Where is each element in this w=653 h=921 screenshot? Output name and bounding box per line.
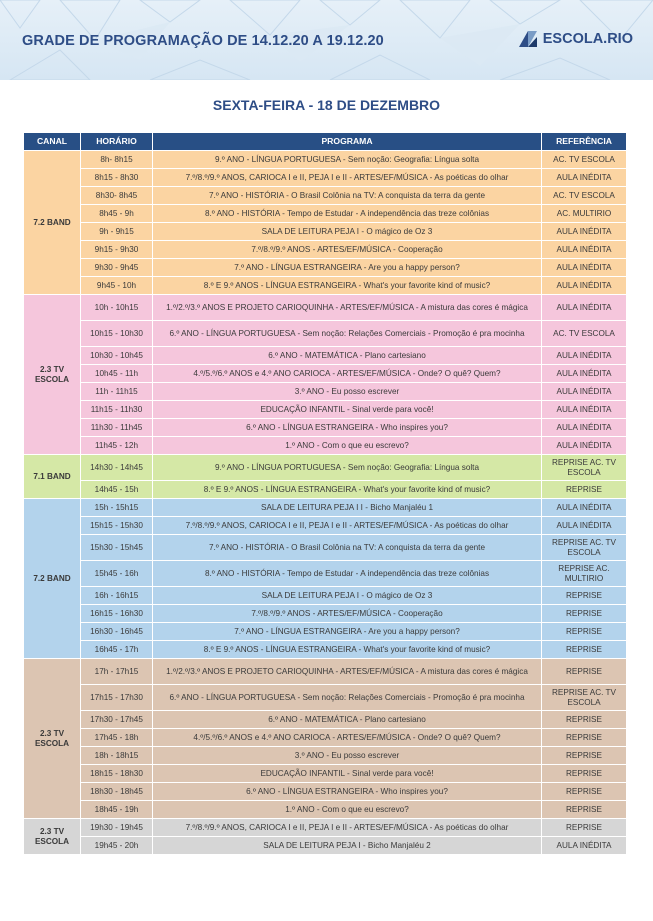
reference-cell: AC. TV ESCOLA xyxy=(542,187,627,205)
schedule-row xyxy=(24,169,627,187)
schedule-row xyxy=(24,535,627,561)
channel-cell: 7.2 BAND xyxy=(24,499,81,659)
schedule-row xyxy=(24,187,627,205)
time-cell: 15h15 - 15h30 xyxy=(81,517,153,535)
time-cell: 8h15 - 8h30 xyxy=(81,169,153,187)
time-cell: 10h45 - 11h xyxy=(81,365,153,383)
column-header-referencia: REFERÊNCIA xyxy=(542,133,627,151)
schedule-row xyxy=(24,729,627,747)
table-header-row xyxy=(24,133,627,151)
schedule-table xyxy=(23,132,627,855)
program-cell: 7.º/8.º/9.º ANOS, CARIOCA I e II, PEJA I e II - ARTES/EF/MÚSICA - As poéticas do olhar xyxy=(153,169,542,187)
day-title: SEXTA-FEIRA - 18 DE DEZEMBRO xyxy=(212,97,441,113)
program-cell: 3.º ANO - Eu posso escrever xyxy=(153,747,542,765)
program-cell: EDUCAÇÃO INFANTIL - Sinal verde para você! xyxy=(153,765,542,783)
time-cell: 9h30 - 9h45 xyxy=(81,259,153,277)
reference-cell: AULA INÉDITA xyxy=(542,295,627,321)
program-cell: SALA DE LEITURA PEJA I - O mágico de Oz 3 xyxy=(153,587,542,605)
schedule-row xyxy=(24,659,627,685)
program-cell: 8.º ANO - HISTÓRIA - Tempo de Estudar - A independência das treze colônias xyxy=(153,561,542,587)
schedule-row xyxy=(24,321,627,347)
program-cell: 7.º ANO - LÍNGUA ESTRANGEIRA - Are you a happy person? xyxy=(153,259,542,277)
time-cell: 17h15 - 17h30 xyxy=(81,685,153,711)
reference-cell: AC. TV ESCOLA xyxy=(542,151,627,169)
schedule-row xyxy=(24,711,627,729)
program-cell: SALA DE LEITURA PEJA I - Bicho Manjaléu 2 xyxy=(153,837,542,855)
program-cell: 8.º E 9.º ANOS - LÍNGUA ESTRANGEIRA - What's your favorite kind of music? xyxy=(153,641,542,659)
reference-cell: REPRISE xyxy=(542,641,627,659)
reference-cell: AULA INÉDITA xyxy=(542,837,627,855)
program-cell: 8.º E 9.º ANOS - LÍNGUA ESTRANGEIRA - What's your favorite kind of music? xyxy=(153,481,542,499)
time-cell: 11h30 - 11h45 xyxy=(81,419,153,437)
channel-cell: 2.3 TV ESCOLA xyxy=(24,295,81,455)
schedule-row xyxy=(24,587,627,605)
reference-cell: REPRISE xyxy=(542,659,627,685)
schedule-row xyxy=(24,605,627,623)
reference-cell: REPRISE xyxy=(542,819,627,837)
reference-cell: AULA INÉDITA xyxy=(542,499,627,517)
schedule-row xyxy=(24,205,627,223)
schedule-row xyxy=(24,837,627,855)
time-cell: 14h30 - 14h45 xyxy=(81,455,153,481)
program-cell: 7.º/8.º/9.º ANOS, CARIOCA I e II, PEJA I e II - ARTES/EF/MÚSICA - As poéticas do olhar xyxy=(153,819,542,837)
reference-cell: AULA INÉDITA xyxy=(542,365,627,383)
escola-rio-logo-icon xyxy=(519,31,537,47)
schedule-row xyxy=(24,401,627,419)
time-cell: 19h30 - 19h45 xyxy=(81,819,153,837)
schedule-body xyxy=(24,151,627,855)
column-header-canal: CANAL xyxy=(24,133,81,151)
time-cell: 15h - 15h15 xyxy=(81,499,153,517)
channel-cell: 2.3 TV ESCOLA xyxy=(24,659,81,819)
schedule-row xyxy=(24,151,627,169)
column-header-programa: PROGRAMA xyxy=(153,133,542,151)
time-cell: 15h30 - 15h45 xyxy=(81,535,153,561)
program-cell: 8.º ANO - HISTÓRIA - Tempo de Estudar - A independência das treze colônias xyxy=(153,205,542,223)
time-cell: 19h45 - 20h xyxy=(81,837,153,855)
schedule-row xyxy=(24,241,627,259)
brand-name: ESCOLA.RIO xyxy=(542,31,633,47)
program-cell: EDUCAÇÃO INFANTIL - Sinal verde para você! xyxy=(153,401,542,419)
program-cell: 7.º/8.º/9.º ANOS - ARTES/EF/MÚSICA - Cooperação xyxy=(153,605,542,623)
time-cell: 18h - 18h15 xyxy=(81,747,153,765)
column-header-horario: HORÁRIO xyxy=(81,133,153,151)
schedule-row xyxy=(24,383,627,401)
program-cell: 3.º ANO - Eu posso escrever xyxy=(153,383,542,401)
channel-cell: 7.1 BAND xyxy=(24,455,81,499)
schedule-row xyxy=(24,223,627,241)
reference-cell: REPRISE xyxy=(542,765,627,783)
time-cell: 10h - 10h15 xyxy=(81,295,153,321)
time-cell: 18h45 - 19h xyxy=(81,801,153,819)
time-cell: 10h15 - 10h30 xyxy=(81,321,153,347)
reference-cell: REPRISE AC. TV ESCOLA xyxy=(542,685,627,711)
time-cell: 15h45 - 16h xyxy=(81,561,153,587)
reference-cell: AULA INÉDITA xyxy=(542,347,627,365)
reference-cell: REPRISE xyxy=(542,747,627,765)
schedule-row xyxy=(24,499,627,517)
schedule-row xyxy=(24,419,627,437)
program-cell: 7.º/8.º/9.º ANOS, CARIOCA I e II, PEJA I e II - ARTES/EF/MÚSICA - As poéticas do olhar xyxy=(153,517,542,535)
schedule-row xyxy=(24,819,627,837)
reference-cell: AULA INÉDITA xyxy=(542,223,627,241)
program-cell: 7.º ANO - HISTÓRIA - O Brasil Colônia na TV: A conquista da terra da gente xyxy=(153,187,542,205)
schedule-row xyxy=(24,347,627,365)
reference-cell: AULA INÉDITA xyxy=(542,259,627,277)
reference-cell: REPRISE xyxy=(542,481,627,499)
schedule-row xyxy=(24,801,627,819)
program-cell: 6.º ANO - MATEMÁTICA - Plano cartesiano xyxy=(153,347,542,365)
reference-cell: AULA INÉDITA xyxy=(542,517,627,535)
program-cell: 7.º ANO - HISTÓRIA - O Brasil Colônia na TV: A conquista da terra da gente xyxy=(153,535,542,561)
reference-cell: REPRISE AC. TV ESCOLA xyxy=(542,535,627,561)
program-cell: 7.º ANO - LÍNGUA ESTRANGEIRA - Are you a happy person? xyxy=(153,623,542,641)
reference-cell: AULA INÉDITA xyxy=(542,169,627,187)
reference-cell: AULA INÉDITA xyxy=(542,419,627,437)
time-cell: 9h - 9h15 xyxy=(81,223,153,241)
time-cell: 10h30 - 10h45 xyxy=(81,347,153,365)
reference-cell: REPRISE xyxy=(542,729,627,747)
time-cell: 16h15 - 16h30 xyxy=(81,605,153,623)
program-cell: 6.º ANO - LÍNGUA PORTUGUESA - Sem noção: Relações Comerciais - Promoção é pra mocinha xyxy=(153,685,542,711)
schedule-row xyxy=(24,561,627,587)
schedule-row xyxy=(24,783,627,801)
program-cell: 8.º E 9.º ANOS - LÍNGUA ESTRANGEIRA - What's your favorite kind of music? xyxy=(153,277,542,295)
channel-cell: 2.3 TV ESCOLA xyxy=(24,819,81,855)
reference-cell: REPRISE xyxy=(542,711,627,729)
schedule-row xyxy=(24,365,627,383)
reference-cell: AC. TV ESCOLA xyxy=(542,321,627,347)
reference-cell: AC. MULTIRIO xyxy=(542,205,627,223)
schedule-row xyxy=(24,641,627,659)
time-cell: 8h45 - 9h xyxy=(81,205,153,223)
schedule-row xyxy=(24,259,627,277)
time-cell: 16h45 - 17h xyxy=(81,641,153,659)
reference-cell: REPRISE xyxy=(542,587,627,605)
program-cell: 7.º/8.º/9.º ANOS - ARTES/EF/MÚSICA - Cooperação xyxy=(153,241,542,259)
program-cell: 4.º/5.º/6.º ANOS e 4.º ANO CARIOCA - ARTES/EF/MÚSICA - Onde? O quê? Quem? xyxy=(153,729,542,747)
reference-cell: AULA INÉDITA xyxy=(542,383,627,401)
time-cell: 11h - 11h15 xyxy=(81,383,153,401)
schedule-row xyxy=(24,623,627,641)
reference-cell: REPRISE xyxy=(542,623,627,641)
schedule-row xyxy=(24,437,627,455)
time-cell: 17h30 - 17h45 xyxy=(81,711,153,729)
reference-cell: AULA INÉDITA xyxy=(542,437,627,455)
schedule-row xyxy=(24,747,627,765)
schedule-row xyxy=(24,481,627,499)
header-banner xyxy=(0,0,653,80)
reference-cell: AULA INÉDITA xyxy=(542,277,627,295)
reference-cell: AULA INÉDITA xyxy=(542,241,627,259)
time-cell: 9h15 - 9h30 xyxy=(81,241,153,259)
time-cell: 9h45 - 10h xyxy=(81,277,153,295)
schedule-row xyxy=(24,455,627,481)
reference-cell: AULA INÉDITA xyxy=(542,401,627,419)
time-cell: 16h30 - 16h45 xyxy=(81,623,153,641)
reference-cell: REPRISE AC. TV ESCOLA xyxy=(542,455,627,481)
program-cell: 6.º ANO - LÍNGUA ESTRANGEIRA - Who inspires you? xyxy=(153,783,542,801)
program-cell: 1.º ANO - Com o que eu escrevo? xyxy=(153,437,542,455)
channel-cell: 7.2 BAND xyxy=(24,151,81,295)
time-cell: 16h - 16h15 xyxy=(81,587,153,605)
program-cell: 1.º/2.º/3.º ANOS E PROJETO CARIOQUINHA - ARTES/EF/MÚSICA - A mistura das cores é mágica xyxy=(153,295,542,321)
time-cell: 18h15 - 18h30 xyxy=(81,765,153,783)
program-cell: 9.º ANO - LÍNGUA PORTUGUESA - Sem noção: Geografia: Língua solta xyxy=(153,455,542,481)
schedule-row xyxy=(24,765,627,783)
program-cell: 4.º/5.º/6.º ANOS e 4.º ANO CARIOCA - ARTES/EF/MÚSICA - Onde? O quê? Quem? xyxy=(153,365,542,383)
time-cell: 18h30 - 18h45 xyxy=(81,783,153,801)
program-cell: SALA DE LEITURA PEJA I I - Bicho Manjaléu 1 xyxy=(153,499,542,517)
time-cell: 11h15 - 11h30 xyxy=(81,401,153,419)
program-cell: 1.º/2.º/3.º ANOS E PROJETO CARIOQUINHA - ARTES/EF/MÚSICA - A mistura das cores é mágica xyxy=(153,659,542,685)
program-cell: 9.º ANO - LÍNGUA PORTUGUESA - Sem noção: Geografia: Língua solta xyxy=(153,151,542,169)
time-cell: 11h45 - 12h xyxy=(81,437,153,455)
program-cell: 1.º ANO - Com o que eu escrevo? xyxy=(153,801,542,819)
brand xyxy=(519,31,633,47)
program-cell: 6.º ANO - LÍNGUA PORTUGUESA - Sem noção: Relações Comerciais - Promoção é pra mocinha xyxy=(153,321,542,347)
schedule-row xyxy=(24,295,627,321)
time-cell: 8h30- 8h45 xyxy=(81,187,153,205)
reference-cell: REPRISE AC. MULTIRIO xyxy=(542,561,627,587)
program-cell: SALA DE LEITURA PEJA I - O mágico de Oz 3 xyxy=(153,223,542,241)
schedule-row xyxy=(24,517,627,535)
reference-cell: REPRISE xyxy=(542,801,627,819)
time-cell: 17h - 17h15 xyxy=(81,659,153,685)
schedule-title: GRADE DE PROGRAMAÇÃO DE 14.12.20 A 19.12.20 xyxy=(22,33,384,49)
time-cell: 8h- 8h15 xyxy=(81,151,153,169)
schedule-row xyxy=(24,277,627,295)
time-cell: 14h45 - 15h xyxy=(81,481,153,499)
reference-cell: REPRISE xyxy=(542,783,627,801)
program-cell: 6.º ANO - MATEMÁTICA - Plano cartesiano xyxy=(153,711,542,729)
schedule-row xyxy=(24,685,627,711)
program-cell: 6.º ANO - LÍNGUA ESTRANGEIRA - Who inspires you? xyxy=(153,419,542,437)
reference-cell: REPRISE xyxy=(542,605,627,623)
time-cell: 17h45 - 18h xyxy=(81,729,153,747)
